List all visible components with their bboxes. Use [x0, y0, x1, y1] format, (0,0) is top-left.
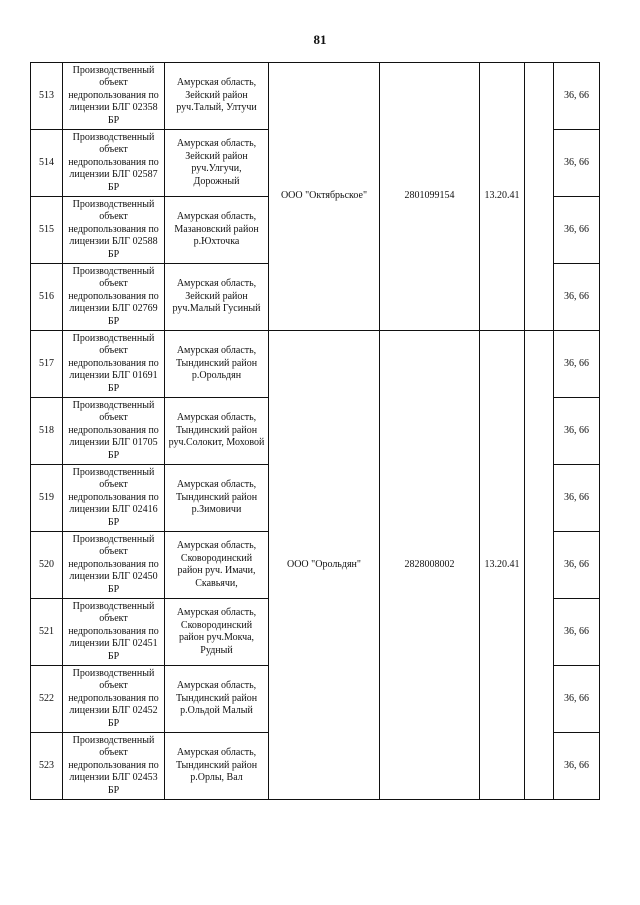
object-cell: Производственный объект недропользования по лицензии БЛГ 02416 БР	[63, 465, 165, 532]
codes-cell: 36, 66	[554, 666, 600, 733]
inn-cell: 2828008002	[380, 331, 480, 800]
address-cell: Амурская область, Тындинский район р.Орольдян	[165, 331, 269, 398]
object-cell: Производственный объект недропользования по лицензии БЛГ 02452 БР	[63, 666, 165, 733]
codes-cell: 36, 66	[554, 130, 600, 197]
row-number-cell: 518	[31, 398, 63, 465]
codes-cell: 36, 66	[554, 599, 600, 666]
row-number-cell: 520	[31, 532, 63, 599]
row-number-cell: 521	[31, 599, 63, 666]
row-number-cell: 517	[31, 331, 63, 398]
registry-table	[30, 62, 600, 800]
object-cell: Производственный объект недропользования по лицензии БЛГ 02453 БР	[63, 733, 165, 800]
address-cell: Амурская область, Тындинский район р.Ольдой Малый	[165, 666, 269, 733]
address-cell: Амурская область, Тындинский район р.Зимовичи	[165, 465, 269, 532]
empty-cell	[525, 63, 554, 331]
okved-cell: 13.20.41	[480, 331, 525, 800]
codes-cell: 36, 66	[554, 264, 600, 331]
address-cell: Амурская область, Мазановский район р.Юхточка	[165, 197, 269, 264]
address-cell: Амурская область, Зейский район руч.Малый Гусиный	[165, 264, 269, 331]
object-cell: Производственный объект недропользования по лицензии БЛГ 02769 БР	[63, 264, 165, 331]
object-cell: Производственный объект недропользования по лицензии БЛГ 01705 БР	[63, 398, 165, 465]
table-row	[31, 63, 600, 130]
organization-cell: ООО "Октябрьское"	[269, 63, 380, 331]
codes-cell: 36, 66	[554, 331, 600, 398]
okved-cell: 13.20.41	[480, 63, 525, 331]
codes-cell: 36, 66	[554, 733, 600, 800]
object-cell: Производственный объект недропользования по лицензии БЛГ 02358 БР	[63, 63, 165, 130]
address-cell: Амурская область, Сковородинский район руч.Мокча, Рудный	[165, 599, 269, 666]
organization-cell: ООО "Орольдян"	[269, 331, 380, 800]
empty-cell	[525, 331, 554, 800]
inn-cell: 2801099154	[380, 63, 480, 331]
address-cell: Амурская область, Тындинский район р.Орлы, Вал	[165, 733, 269, 800]
codes-cell: 36, 66	[554, 197, 600, 264]
object-cell: Производственный объект недропользования по лицензии БЛГ 02451 БР	[63, 599, 165, 666]
codes-cell: 36, 66	[554, 465, 600, 532]
row-number-cell: 516	[31, 264, 63, 331]
row-number-cell: 522	[31, 666, 63, 733]
codes-cell: 36, 66	[554, 398, 600, 465]
object-cell: Производственный объект недропользования по лицензии БЛГ 02588 БР	[63, 197, 165, 264]
object-cell: Производственный объект недропользования по лицензии БЛГ 02450 БР	[63, 532, 165, 599]
codes-cell: 36, 66	[554, 532, 600, 599]
object-cell: Производственный объект недропользования по лицензии БЛГ 01691 БР	[63, 331, 165, 398]
table-row	[31, 331, 600, 398]
row-number-cell: 519	[31, 465, 63, 532]
row-number-cell: 514	[31, 130, 63, 197]
row-number-cell: 515	[31, 197, 63, 264]
row-number-cell: 513	[31, 63, 63, 130]
object-cell: Производственный объект недропользования по лицензии БЛГ 02587 БР	[63, 130, 165, 197]
address-cell: Амурская область, Зейский район руч.Талый, Ултучи	[165, 63, 269, 130]
codes-cell: 36, 66	[554, 63, 600, 130]
address-cell: Амурская область, Тындинский район руч.Солокит, Моховой	[165, 398, 269, 465]
address-cell: Амурская область, Сковородинский район руч. Имачи, Скавьячи,	[165, 532, 269, 599]
address-cell: Амурская область, Зейский район руч.Улгучи, Дорожный	[165, 130, 269, 197]
page-number: 81	[313, 32, 327, 47]
row-number-cell: 523	[31, 733, 63, 800]
